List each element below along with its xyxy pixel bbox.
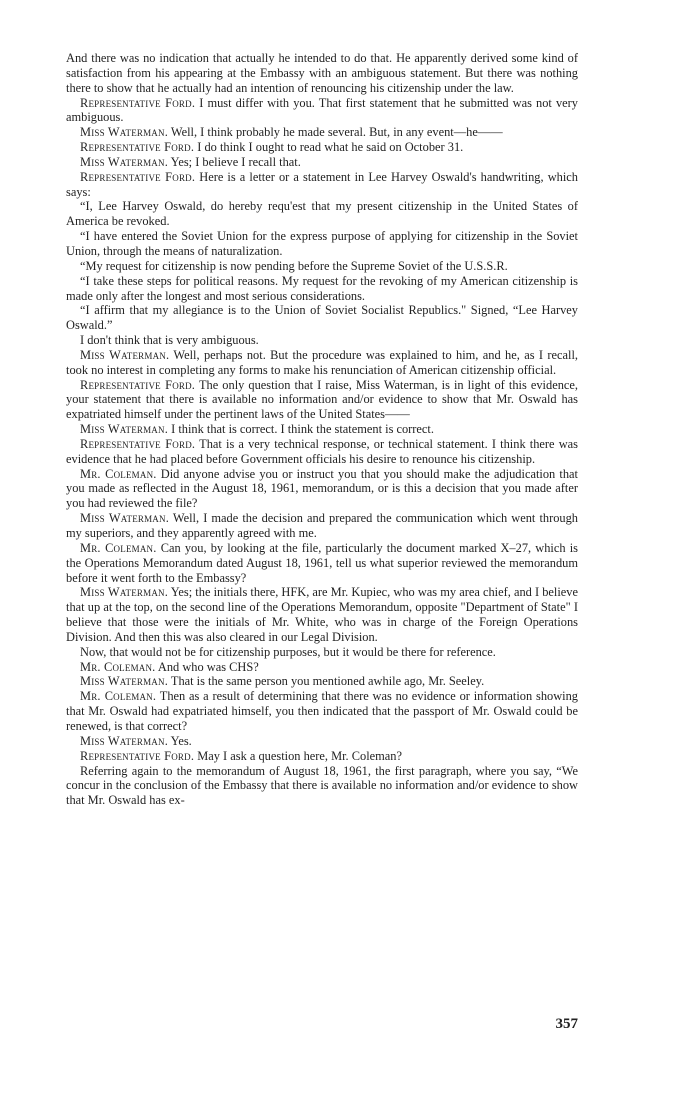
paragraph	[66, 229, 578, 259]
paragraph	[66, 467, 578, 512]
paragraph	[66, 660, 578, 675]
paragraph-text: That is a very technical response, or technical statement. I think there was evidence that he had placed before Government officials his desire to renounce his citizenship.	[66, 436, 578, 466]
paragraph-text: Here is a letter or a statement in Lee Harvey Oswald's handwriting, which says:	[66, 169, 578, 199]
paragraph-text: Well, I think probably he made several. But, in any event—he——	[168, 125, 503, 140]
speaker-name: Mr. Coleman.	[80, 540, 157, 555]
paragraph	[66, 303, 578, 333]
paragraph	[66, 140, 578, 155]
speaker-name: Miss Waterman.	[80, 511, 170, 526]
paragraph-text: Referring again to the memorandum of August 18, 1961, the first paragraph, where you say, “We concur in the conclusion of the Embassy that there is available no information and/or evidence to show that Mr. Oswald has ex-	[66, 763, 578, 808]
paragraph-text: Did anyone advise you or instruct you that you should make the adjudication that you made as reflected in the August 18, 1961, memorandum, or is this a decision that you made after you had reviewed the file?	[66, 466, 578, 511]
paragraph	[66, 348, 578, 378]
paragraph	[66, 585, 578, 644]
speaker-name: Mr. Coleman.	[80, 466, 157, 481]
paragraph	[66, 749, 578, 764]
paragraph-text: I must differ with you. That first statement that he submitted was not very ambiguous.	[66, 95, 578, 125]
page-text	[66, 51, 578, 808]
speaker-name: Representative Ford.	[80, 377, 196, 392]
paragraph	[66, 378, 578, 423]
paragraph	[66, 689, 578, 734]
paragraph	[66, 511, 578, 541]
paragraph-text: Then as a result of determining that there was no evidence or information showing that Mr. Oswald had expatriated himself, you then indicated that the passport of Mr. Oswald could be renewed, is that correct?	[66, 689, 578, 733]
paragraph-text: “I affirm that my allegiance is to the Union of Soviet Socialist Republics." Signed, “Lee Harvey Oswald.”	[66, 303, 578, 333]
speaker-name: Mr. Coleman.	[80, 689, 157, 704]
speaker-name: Representative Ford.	[80, 748, 195, 763]
paragraph-text: I think that is correct. I think the statement is correct.	[168, 422, 434, 437]
speaker-name: Representative Ford.	[80, 436, 196, 451]
paragraph-text: I do think I ought to read what he said on October 31.	[194, 140, 464, 155]
paragraph-text: I don't think that is very ambiguous.	[80, 333, 259, 348]
speaker-name: Miss Waterman.	[80, 422, 168, 437]
speaker-name: Miss Waterman.	[80, 585, 169, 600]
speaker-name: Mr. Coleman.	[80, 659, 156, 674]
speaker-name: Miss Waterman.	[80, 154, 168, 169]
speaker-name: Miss Waterman.	[80, 674, 168, 689]
speaker-name: Representative Ford.	[80, 95, 196, 110]
paragraph	[66, 437, 578, 467]
paragraph-text: May I ask a question here, Mr. Coleman?	[194, 748, 402, 763]
paragraph-text: The only question that I raise, Miss Waterman, is in light of this evidence, your statement that there is available no information and/or evidence to show that Mr. Oswald has expatriated himself under the pertinent laws of the United States——	[66, 377, 578, 422]
paragraph-text: Well, perhaps not. But the procedure was explained to him, and he, as I recall, took no interest in completing any forms to make his renunciation of American citizenship official.	[66, 347, 578, 377]
paragraph-text: Yes; I believe I recall that.	[168, 154, 301, 169]
paragraph-text: And there was no indication that actually he intended to do that. He apparently derived some kind of satisfaction from his appearing at the Embassy with an ambiguous statement. But there was nothing there to show that he actually had an intention of renouncing his citizenship under the law.	[66, 51, 578, 95]
paragraph	[66, 764, 578, 809]
paragraph	[66, 51, 578, 96]
paragraph-text: And who was CHS?	[155, 659, 259, 674]
paragraph	[66, 422, 578, 437]
paragraph-text: “I, Lee Harvey Oswald, do hereby requ'est that my present citizenship in the United States of America be revoked.	[66, 199, 578, 229]
paragraph-text: Yes; the initials there, HFK, are Mr. Kupiec, who was my area chief, and I believe that up at the top, on the second line of the Operations Memorandum, opposite "Department of State" I believe that those were the initials of Mr. White, who was in charge of the Foreign Operations Division. And then this was also cleared in our Legal Division.	[66, 585, 578, 644]
paragraph	[66, 333, 578, 348]
paragraph-text: Yes.	[168, 733, 192, 748]
paragraph	[66, 734, 578, 749]
paragraph	[66, 541, 578, 586]
paragraph	[66, 199, 578, 229]
speaker-name: Miss Waterman.	[80, 733, 168, 748]
speaker-name: Miss Waterman.	[80, 125, 168, 140]
paragraph-text: “I have entered the Soviet Union for the express purpose of applying for citizenship in the Soviet Union, through the means of naturalization.	[66, 229, 578, 258]
paragraph	[66, 645, 578, 660]
page-number: 357	[555, 1016, 578, 1032]
speaker-name: Representative Ford.	[80, 140, 195, 155]
paragraph-text: That is the same person you mentioned awhile ago, Mr. Seeley.	[168, 674, 485, 689]
speaker-name: Representative Ford.	[80, 169, 196, 184]
paragraph-text: Well, I made the decision and prepared the communication which went through my superiors, and they apparently agreed with me.	[66, 511, 579, 540]
paragraph	[66, 274, 578, 304]
paragraph	[66, 96, 578, 126]
paragraph	[66, 674, 578, 689]
speaker-name: Miss Waterman.	[80, 347, 170, 362]
paragraph-text: Can you, by looking at the file, particularly the document marked X–27, which is the Operations Memorandum dated August 18, 1961, tell us what superior reviewed the memorandum before it went forth to the Embassy?	[66, 540, 578, 585]
paragraph	[66, 170, 578, 200]
paragraph	[66, 125, 578, 140]
paragraph-text: “I take these steps for political reasons. My request for the revoking of my American citizenship is made only after the longest and most serious considerations.	[66, 273, 578, 303]
paragraph	[66, 155, 578, 170]
paragraph	[66, 259, 578, 274]
paragraph-text: Now, that would not be for citizenship purposes, but it would be there for reference.	[80, 644, 496, 659]
paragraph-text: “My request for citizenship is now pending before the Supreme Soviet of the U.S.S.R.	[80, 258, 508, 273]
